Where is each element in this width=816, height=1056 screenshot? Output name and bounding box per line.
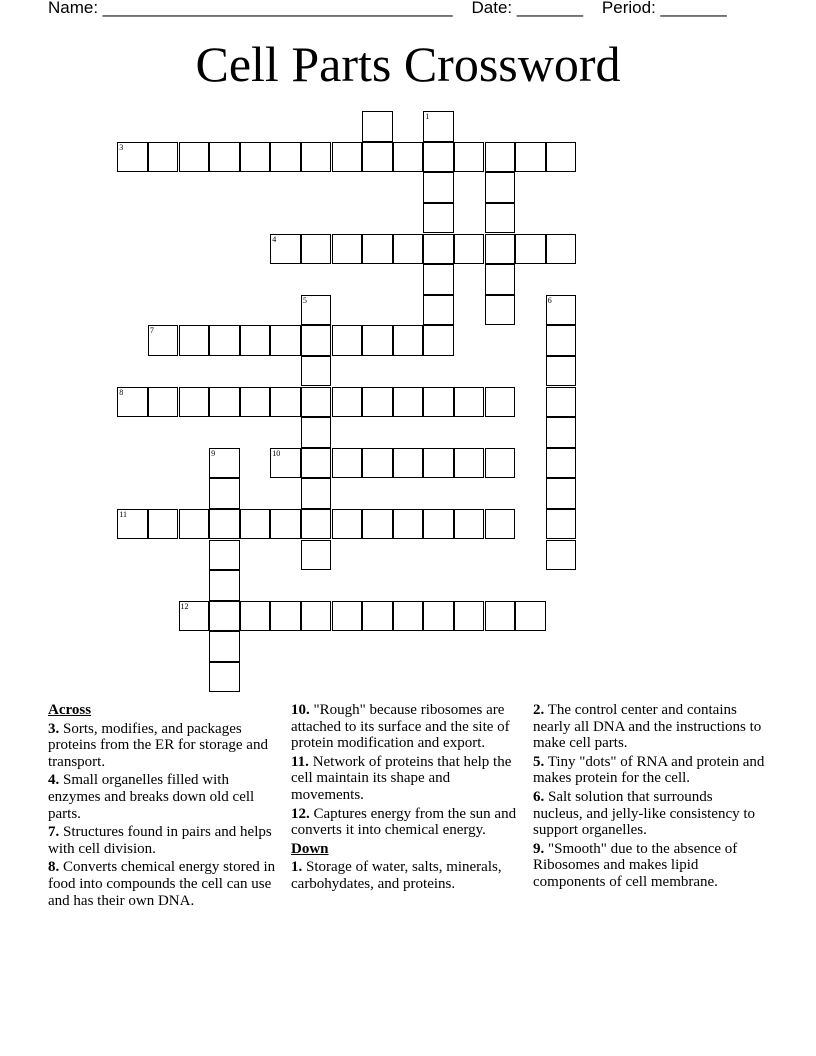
crossword-cell[interactable]	[362, 601, 393, 632]
clue-down-6: 6. Salt solution that surrounds nucleus, and jelly-like consistency to support organelles.	[533, 788, 756, 839]
crossword-cell[interactable]	[546, 448, 577, 479]
crossword-cell[interactable]	[270, 509, 301, 540]
crossword-cell[interactable]	[485, 387, 516, 418]
down-heading: Down	[291, 840, 329, 857]
crossword-cell[interactable]	[393, 387, 424, 418]
crossword-cell[interactable]	[546, 478, 577, 509]
crossword-cell[interactable]	[454, 387, 485, 418]
crossword-cell[interactable]	[515, 601, 546, 632]
crossword-cell[interactable]	[270, 387, 301, 418]
crossword-cell[interactable]	[393, 601, 424, 632]
crossword-cell[interactable]	[332, 509, 363, 540]
clue-down-9: 9. "Smooth" due to the absence of Ribosomes and makes lipid components of cell membrane.	[533, 840, 738, 890]
crossword-cell[interactable]	[179, 601, 210, 632]
crossword-cell[interactable]	[393, 234, 424, 265]
crossword-cell[interactable]	[270, 325, 301, 356]
clue-down-2: 2. The control center and contains nearly all DNA and the instructions to make cell parts.	[533, 702, 762, 752]
clue-number-label: 7	[149, 326, 154, 336]
crossword-cell[interactable]	[546, 295, 577, 326]
crossword-cell[interactable]	[209, 631, 240, 662]
clue-across-11: 11. Network of proteins that help the cell maintain its shape and movements.	[291, 753, 512, 803]
crossword-cell[interactable]	[423, 203, 454, 234]
crossword-cell[interactable]	[393, 509, 424, 540]
crossword-cell[interactable]	[485, 601, 516, 632]
crossword-cell[interactable]	[301, 448, 332, 479]
crossword-cell[interactable]	[209, 601, 240, 632]
crossword-cell[interactable]	[362, 387, 393, 418]
clue-across-12: 12. Captures energy from the sun and converts it into chemical energy.	[291, 805, 517, 839]
crossword-cell[interactable]	[332, 142, 363, 173]
crossword-cell[interactable]	[332, 448, 363, 479]
clue-number-label: 3	[119, 142, 124, 152]
crossword-cell[interactable]	[209, 448, 240, 479]
crossword-cell[interactable]	[301, 417, 332, 448]
crossword-cell[interactable]	[301, 540, 332, 571]
crossword-cell[interactable]	[209, 662, 240, 693]
crossword-cell[interactable]	[454, 448, 485, 479]
crossword-cell[interactable]	[301, 295, 332, 326]
clue-number-label: 5	[302, 295, 307, 305]
crossword-cell[interactable]	[240, 509, 271, 540]
crossword-cell[interactable]	[301, 509, 332, 540]
crossword-cell[interactable]	[454, 234, 485, 265]
crossword-cell[interactable]	[423, 264, 454, 295]
crossword-cell[interactable]	[546, 540, 577, 571]
clue-number-label: 9	[211, 448, 216, 458]
crossword-cell[interactable]	[423, 295, 454, 326]
crossword-cell[interactable]	[332, 325, 363, 356]
crossword-cell[interactable]	[270, 142, 301, 173]
crossword-cell[interactable]	[301, 142, 332, 173]
crossword-cell[interactable]	[179, 142, 210, 173]
crossword-cell[interactable]	[209, 509, 240, 540]
crossword-cell[interactable]	[423, 509, 454, 540]
crossword-cell[interactable]	[301, 601, 332, 632]
crossword-cell[interactable]	[362, 448, 393, 479]
crossword-cell[interactable]	[270, 448, 301, 479]
crossword-cell[interactable]	[485, 264, 516, 295]
crossword-cell[interactable]	[301, 387, 332, 418]
clues-column-2	[291, 702, 523, 895]
crossword-cell[interactable]	[546, 509, 577, 540]
crossword-cell[interactable]	[515, 234, 546, 265]
crossword-cell[interactable]	[240, 601, 271, 632]
crossword-cell[interactable]	[546, 325, 577, 356]
clue-number-label: 4	[272, 234, 277, 244]
crossword-cell[interactable]	[454, 509, 485, 540]
crossword-cell[interactable]	[148, 325, 179, 356]
crossword-cell[interactable]	[179, 325, 210, 356]
crossword-cell[interactable]	[423, 325, 454, 356]
crossword-cell[interactable]	[117, 387, 148, 418]
crossword-cell[interactable]	[423, 387, 454, 418]
crossword-cell[interactable]	[270, 234, 301, 265]
clues-column-1	[48, 702, 280, 911]
clue-across-8: 8. Converts chemical energy stored in food into compounds the cell can use and has their own DNA.	[48, 859, 276, 909]
crossword-cell[interactable]	[485, 509, 516, 540]
crossword-cell[interactable]	[332, 387, 363, 418]
crossword-cell[interactable]	[332, 234, 363, 265]
crossword-cell[interactable]	[179, 509, 210, 540]
crossword-cell[interactable]	[301, 478, 332, 509]
clue-number-label: 12	[180, 601, 189, 611]
crossword-cell[interactable]	[485, 234, 516, 265]
crossword-cell[interactable]	[423, 601, 454, 632]
clue-down-1: 1. Storage of water, salts, minerals, carbohydates, and proteins.	[291, 859, 502, 892]
crossword-cell[interactable]	[301, 356, 332, 387]
crossword-cell[interactable]	[362, 234, 393, 265]
student-info-line: Name: _____________________________________ Date: _______ Period: _______	[48, 0, 727, 17]
crossword-cell[interactable]	[485, 448, 516, 479]
crossword-cell[interactable]	[454, 142, 485, 173]
clue-across-3: 3. Sorts, modifies, and packages proteins from the ER for storage and transport.	[48, 720, 268, 770]
clue-number-label: 1	[425, 112, 430, 122]
crossword-cell[interactable]	[209, 142, 240, 173]
clue-down-5: 5. Tiny "dots" of RNA and protein and makes protein for the cell.	[533, 753, 765, 787]
crossword-cell[interactable]	[546, 417, 577, 448]
crossword-cell[interactable]	[423, 448, 454, 479]
crossword-cell[interactable]	[485, 142, 516, 173]
clue-number-label: 10	[272, 448, 281, 458]
crossword-cell[interactable]	[362, 325, 393, 356]
clue-number-label: 6	[547, 295, 552, 305]
crossword-cell[interactable]	[423, 234, 454, 265]
crossword-cell[interactable]	[546, 234, 577, 265]
crossword-cell[interactable]	[209, 540, 240, 571]
crossword-cell[interactable]	[209, 325, 240, 356]
crossword-cell[interactable]	[209, 387, 240, 418]
crossword-cell[interactable]	[485, 203, 516, 234]
crossword-cell[interactable]	[515, 142, 546, 173]
crossword-cell[interactable]	[179, 387, 210, 418]
crossword-cell[interactable]	[301, 234, 332, 265]
crossword-cell[interactable]	[240, 142, 271, 173]
crossword-cell[interactable]	[332, 601, 363, 632]
crossword-cell[interactable]	[240, 325, 271, 356]
crossword-cell[interactable]	[546, 356, 577, 387]
crossword-cell[interactable]	[423, 111, 454, 142]
crossword-cell[interactable]	[454, 601, 485, 632]
crossword-cell[interactable]	[485, 295, 516, 326]
crossword-cell[interactable]	[362, 142, 393, 173]
crossword-cell[interactable]	[240, 387, 271, 418]
crossword-cell[interactable]	[546, 142, 577, 173]
crossword-cell[interactable]	[423, 172, 454, 203]
crossword-cell[interactable]	[209, 478, 240, 509]
crossword-cell[interactable]	[117, 509, 148, 540]
page-title: Cell Parts Crossword	[195, 36, 621, 92]
crossword-cell[interactable]	[148, 387, 179, 418]
crossword-cell[interactable]	[393, 325, 424, 356]
crossword-cell[interactable]	[393, 448, 424, 479]
clue-across-4: 4. Small organelles filled with enzymes and breaks down old cell parts.	[48, 772, 255, 822]
across-heading: Across	[48, 702, 92, 718]
crossword-cell[interactable]	[209, 570, 240, 601]
crossword-cell[interactable]	[148, 509, 179, 540]
clues-column-3	[533, 702, 765, 893]
clue-across-7: 7. Structures found in pairs and helps with cell division.	[48, 824, 272, 857]
clue-number-label: 11	[119, 509, 127, 519]
crossword-cell[interactable]	[546, 387, 577, 418]
crossword-cell[interactable]	[117, 142, 148, 173]
crossword-cell[interactable]	[423, 142, 454, 173]
crossword-cell[interactable]	[301, 325, 332, 356]
crossword-cell[interactable]	[362, 509, 393, 540]
clue-across-10: 10. "Rough" because ribosomes are attached to its surface and the site of protein modification and export.	[291, 702, 510, 752]
crossword-cell[interactable]	[393, 142, 424, 173]
clue-number-label: 8	[119, 387, 124, 397]
crossword-cell[interactable]	[485, 172, 516, 203]
crossword-cell[interactable]	[270, 601, 301, 632]
crossword-cell[interactable]	[362, 111, 393, 142]
crossword-cell[interactable]	[148, 142, 179, 173]
